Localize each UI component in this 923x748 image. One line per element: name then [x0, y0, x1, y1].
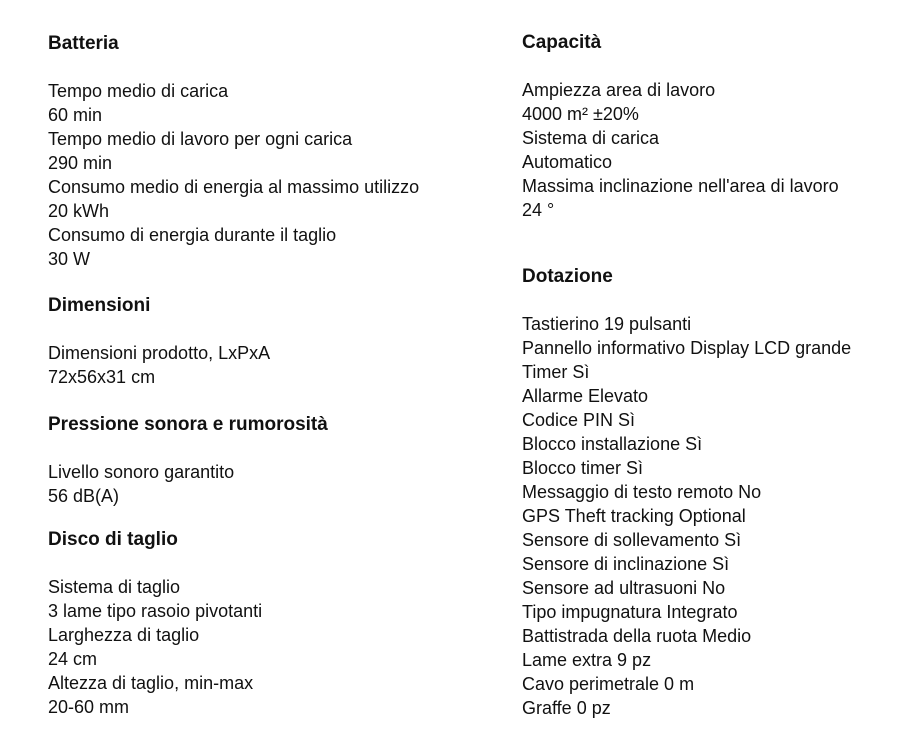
- spec-line: Tempo medio di carica: [48, 81, 229, 101]
- section-title: Capacità: [522, 32, 602, 53]
- section-lines: [48, 460, 498, 508]
- spec-line: 20 kWh: [48, 201, 110, 221]
- spec-line: Battistrada della ruota Medio: [522, 626, 752, 646]
- section-pressione: [48, 413, 498, 508]
- spec-line: 290 min: [48, 153, 113, 173]
- spec-line: 24 cm: [48, 649, 98, 669]
- spec-line: Livello sonoro garantito: [48, 462, 235, 482]
- section-dotazione: [522, 265, 912, 720]
- section-disco: [48, 528, 498, 719]
- spec-line: 24 °: [522, 200, 555, 220]
- spec-line: Blocco timer Sì: [522, 458, 644, 478]
- section-title: Batteria: [48, 33, 119, 54]
- spec-line: 56 dB(A): [48, 486, 120, 506]
- section-title: Pressione sonora e rumorosità: [48, 414, 328, 435]
- spec-line: Sensore di inclinazione Sì: [522, 554, 730, 574]
- spec-line: GPS Theft tracking Optional: [522, 506, 746, 526]
- spec-line: Allarme Elevato: [522, 386, 649, 406]
- spec-line: Sensore ad ultrasuoni No: [522, 578, 726, 598]
- spec-line: Graffe 0 pz: [522, 698, 611, 718]
- spec-line: Dimensioni prodotto, LxPxA: [48, 343, 271, 363]
- spec-line: Massima inclinazione nell'area di lavoro: [522, 176, 839, 196]
- spec-line: Codice PIN Sì: [522, 410, 636, 430]
- spec-line: Tipo impugnatura Integrato: [522, 602, 738, 622]
- spec-line: 30 W: [48, 249, 91, 269]
- section-title: Disco di taglio: [48, 529, 178, 550]
- spec-line: Tempo medio di lavoro per ogni carica: [48, 129, 353, 149]
- spec-line: Larghezza di taglio: [48, 625, 200, 645]
- section-dimensioni: [48, 294, 498, 389]
- section-title: Dotazione: [522, 266, 613, 287]
- spec-line: Blocco installazione Sì: [522, 434, 703, 454]
- spec-line: Sensore di sollevamento Sì: [522, 530, 742, 550]
- section-batteria: [48, 32, 498, 271]
- spec-line: Sistema di carica: [522, 128, 660, 148]
- section-title: Dimensioni: [48, 295, 151, 316]
- section-lines: [48, 79, 498, 271]
- spec-line: 60 min: [48, 105, 103, 125]
- spec-line: 72x56x31 cm: [48, 367, 156, 387]
- spec-line: Automatico: [522, 152, 613, 172]
- spec-line: Consumo medio di energia al massimo utilizzo: [48, 177, 420, 197]
- spec-line: 3 lame tipo rasoio pivotanti: [48, 601, 263, 621]
- section-lines: [48, 575, 498, 719]
- spec-line: Pannello informativo Display LCD grande: [522, 338, 852, 358]
- spec-line: Timer Sì: [522, 362, 590, 382]
- section-lines: [522, 312, 912, 720]
- section-capacita: [522, 31, 912, 222]
- section-lines: [48, 341, 498, 389]
- spec-line: Cavo perimetrale 0 m: [522, 674, 695, 694]
- spec-line: Ampiezza area di lavoro: [522, 80, 716, 100]
- spec-line: 20-60 mm: [48, 697, 130, 717]
- spec-line: Tastierino 19 pulsanti: [522, 314, 692, 334]
- spec-line: 4000 m² ±20%: [522, 104, 639, 124]
- spec-line: Sistema di taglio: [48, 577, 181, 597]
- spec-line: Messaggio di testo remoto No: [522, 482, 762, 502]
- section-lines: [522, 78, 912, 222]
- spec-line: Consumo di energia durante il taglio: [48, 225, 337, 245]
- spec-line: Altezza di taglio, min-max: [48, 673, 254, 693]
- spec-line: Lame extra 9 pz: [522, 650, 652, 670]
